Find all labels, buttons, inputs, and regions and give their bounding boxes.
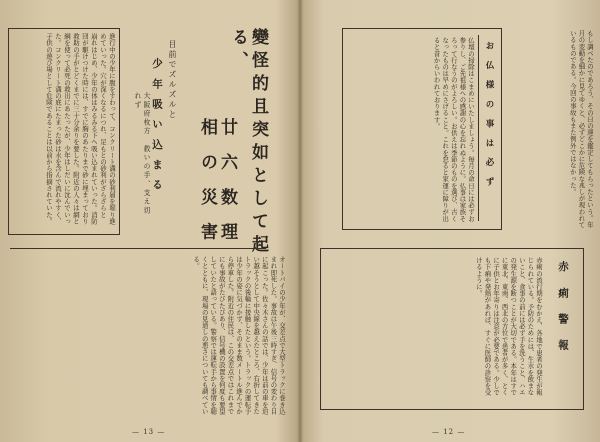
page-title-sub: 廿 六 数 理 相 の 災 害: [197, 118, 237, 246]
right-page: [302, 0, 600, 442]
warning-box: [320, 248, 584, 410]
left-page: [0, 0, 298, 442]
notice-text: 仏壇の掃除はこまめにいたしましょう。毎月の命日には必ずお参りし、ご先祖様への感謝の心を忘れぬように。仏事は家族そろって行なうのがよろしい。お供えは季節のものを選び、古くなったものは早めにさげること。これを怠ると家運に障りが出ると昔からいわれております。: [432, 37, 475, 222]
clipping-headline: 目前でズルズルと: [168, 40, 177, 120]
clipping-byline: 大阪府枚方 救いの手、支え切れず: [133, 92, 150, 216]
page-title-main: 變怪的且突如として起る、: [228, 28, 268, 258]
notice-box: [342, 28, 502, 230]
divider-line: [10, 248, 266, 249]
intro-paragraph: もし調べたのであろう、その日の運を鑑定してもらったという。年月の変動を細かに見てゆくと、必ずどこかに危険な兆しが現われているものである。今回の事故もまた例外ではなかった。: [568, 30, 594, 228]
notice-title: お 仏 様 の 事 は 必 ず: [484, 41, 494, 190]
notice-inner-rule: [478, 35, 479, 221]
news-clipping-box: [8, 28, 120, 235]
main-article: オートバイの少年が、交差点で大型トラックに巻き込まれ即死した。事故は午後三時すぎ、信号の変わり目に起こった。佐々木さんの話では、少年は前の車を追い越そうとして中央線を越えたところ、右折してきたトラックの後輪に接触したという。トラックの運転手は少年の姿に気づかず、そのまま数メートル進んでから停車した。附近の住民は、この交差点ではこれまでにも事故がたびたびあり、信号機の設置を何度も要望していたと語っている。警察では運転手から事情を聴くとともに、現場の見通しの悪さについても調べている。: [192, 256, 286, 415]
clipping-column: 綱を使って必死の救出にあたったが、少年はしだいに沈んでいっ: [63, 33, 71, 225]
clipping-column: た。コンクリート溝の底にたまった砂は水を含んで流れやすく、: [54, 33, 62, 225]
clipping-column: 団が駆けつけた時には、すでに胸のあたりまで砂に埋まっており: [81, 33, 89, 225]
page-number: — 13 —: [132, 428, 166, 436]
clipping-column: 救助の手がとどくまでに三十分余りを要した。附近の人々は網と: [72, 33, 80, 225]
page-number: — 12 —: [432, 428, 466, 436]
clipping-headline-main: 少 年 吸 い 込 ま る: [151, 58, 163, 193]
warning-title: 赤 痢 警 報: [557, 261, 569, 356]
clipping-column: 崩れはじめ、少年の体はみるみる下へ吸い込まれていった。消防: [90, 33, 98, 225]
clipping-column: 進行中の少年に腹をすわって、コンクリート溝の砂利層を堀り進: [108, 33, 116, 225]
clipping-column: 子供の遊び場として危険であることは以前から指摘されていた。: [45, 33, 53, 225]
clipping-column: めていった。穴が深くなるにつれ、足もとの砂利がざらざらと: [99, 33, 107, 218]
warning-text: 赤痢の流行期をむかえ、各地で患者の発生が報じられている。予防のためには、生水を飲まないこと、食事の前には必ず手を洗うこと、ハエの発生源を断つことが大切である。本年はすでに東北、東南、西北の方位で患者が多く、とくに子供とお年寄りは注意が必要である。少しでも下痢や発熱があれば、すぐに医師の診察を受けるように。: [474, 257, 543, 396]
